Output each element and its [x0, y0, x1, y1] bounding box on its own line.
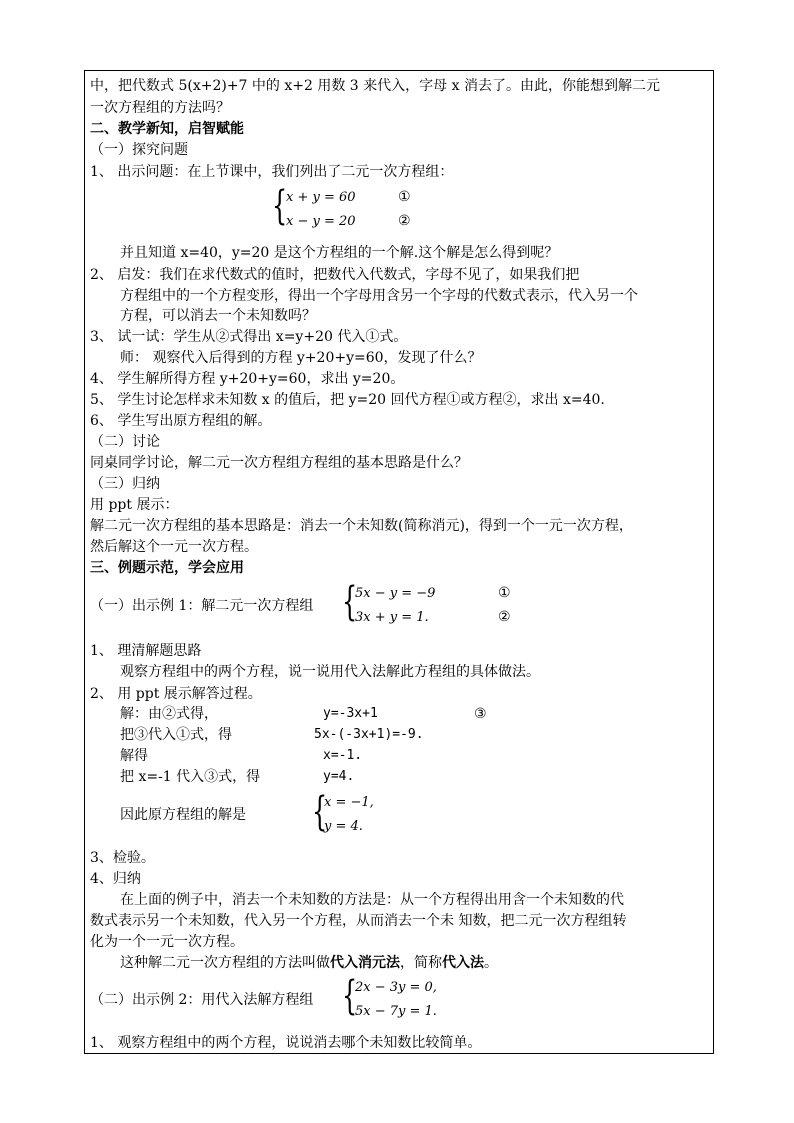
- subsection-heading: （一）探究问题: [90, 142, 188, 158]
- text-line: 师： 观察代入后得到的方程 y+20+y=60，发现了什么？: [120, 350, 482, 366]
- text-line: 并且知道 x=40，y=20 是这个方程组的一个解.这个解是怎么得到呢？: [120, 245, 559, 261]
- equation-marker: ③: [474, 706, 487, 722]
- equation: x − y = 20: [286, 214, 356, 229]
- solution-step: 解得: [120, 748, 148, 764]
- equation: 5x − 7y = 1.: [355, 1004, 437, 1019]
- subsection-heading: （二）讨论: [90, 434, 160, 450]
- text-line: 用 ppt 展示：: [90, 497, 179, 513]
- equation-marker: ①: [498, 585, 511, 601]
- brace-icon: {: [272, 183, 288, 229]
- text-line: 方程，可以消去一个未知数吗？: [120, 308, 316, 324]
- text-line: 3、检验。: [90, 850, 155, 866]
- subsection-heading: （三）归纳: [90, 476, 160, 492]
- equation: x + y = 60: [286, 190, 356, 205]
- text-line: 化为一个一元一次方程。: [90, 934, 244, 950]
- text-line: 4、 学生解所得方程 y+20+y=60，求出 y=20。: [90, 371, 405, 387]
- solution-step: 因此原方程组的解是: [120, 807, 246, 823]
- text-line: 5、 学生讨论怎样求未知数 x 的值后，把 y=20 回代方程①或方程②，求出 x=40.: [90, 392, 605, 408]
- equation-marker: ①: [398, 189, 411, 205]
- text-line: 1、 观察方程组中的两个方程，说说消去哪个未知数比较简单。: [90, 1035, 482, 1051]
- text-line: 1、 出示问题：在上节课中，我们列出了二元一次方程组：: [90, 164, 454, 180]
- section-heading: 三、例题示范，学会应用: [90, 560, 244, 576]
- text-line: 在上面的例子中，消去一个未知数的方法是：从一个方程得出用含一个未知数的代: [120, 892, 624, 908]
- term-bold: 代入法: [442, 955, 484, 971]
- section-heading: 二、教学新知，启智赋能: [90, 121, 244, 137]
- text-line: 中，把代数式 5(x+2)+7 中的 x+2 用数 3 来代入，字母 x 消去了。由此，你能想到解二元: [90, 78, 660, 94]
- solution-step: 把 x=-1 代入③式，得: [120, 769, 261, 785]
- text-fragment: 这种解二元一次方程组的方法叫做: [120, 955, 330, 971]
- text-line: 4、归纳: [90, 871, 141, 887]
- text-line: 2、 用 ppt 展示解答过程。: [90, 686, 262, 702]
- text-fragment: ，简称: [400, 955, 442, 971]
- text-line: 3、 试一试：学生从②式得出 x=y+20 代入①式。: [90, 329, 408, 345]
- term-bold: 代入消元法: [330, 955, 400, 971]
- text-line: 数式表示另一个未知数，代入另一个方程，从而消去一个未 知数，把二元一次方程组转: [90, 913, 627, 929]
- equation-marker: ②: [398, 213, 411, 229]
- solution-expr: x=-1.: [323, 748, 363, 763]
- equation: y = 4.: [324, 819, 363, 834]
- text-line: 同桌同学讨论，解二元一次方程组方程组的基本思路是什么？: [90, 455, 468, 471]
- solution-expr: y=4.: [323, 769, 355, 784]
- text-line: 解二元一次方程组的基本思路是：消去一个未知数(简称消元)，得到一个一元一次方程，: [90, 518, 633, 534]
- equation-marker: ②: [498, 609, 511, 625]
- brace-icon: {: [342, 973, 358, 1019]
- text-line: 1、 理清解题思路: [90, 643, 202, 659]
- equation: x = −1,: [324, 795, 374, 810]
- text-fragment: 。: [484, 955, 498, 971]
- text-line: 一次方程组的方法吗？: [90, 100, 230, 116]
- text-line: 2、 启发：我们在求代数式的值时，把数代入代数式，字母不见了，如果我们把: [90, 267, 580, 283]
- solution-step: 解：由②式得，: [120, 706, 218, 722]
- solution-expr: y=-3x+1: [323, 706, 378, 721]
- equation: 3x + y = 1.: [355, 610, 429, 625]
- equation: 5x − y = −9: [355, 586, 436, 601]
- example-title: （一）出示例 1：解二元一次方程组: [90, 598, 314, 614]
- text-line: 方程组中的一个方程变形，得出一个字母用含另一个字母的代数式表示，代入另一个: [120, 288, 638, 304]
- example-title: （二）出示例 2：用代入法解方程组: [90, 992, 314, 1008]
- solution-step: 把③代入①式，得: [120, 727, 232, 743]
- brace-icon: {: [312, 789, 328, 835]
- text-line: [120, 953, 498, 973]
- solution-expr: 5x-(-3x+1)=-9.: [314, 727, 424, 742]
- text-line: 然后解这个一元一次方程。: [90, 539, 258, 555]
- brace-icon: {: [342, 579, 358, 625]
- text-line: 观察方程组中的两个方程，说一说用代入法解此方程组的具体做法。: [120, 664, 540, 680]
- equation: 2x − 3y = 0,: [355, 980, 437, 995]
- text-line: 6、 学生写出原方程组的解。: [90, 413, 272, 429]
